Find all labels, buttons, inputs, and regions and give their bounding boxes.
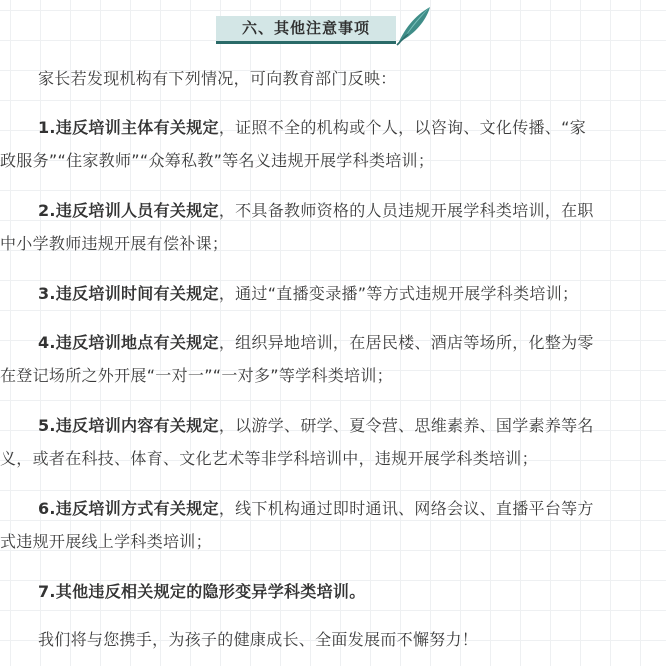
item-6-text-line2: 式违规开展线上学科类培训； xyxy=(0,532,212,551)
item-3-paragraph xyxy=(0,277,666,310)
item-5-text-line1: ，以游学、研学、夏令营、思维素养、国学素养等名 xyxy=(218,416,594,435)
item-1-text-line1: ，证照不全的机构或个人，以咨询、文化传播、“家 xyxy=(218,118,587,137)
item-4-text-line1: ，组织异地培训，在居民楼、酒店等场所，化整为零 xyxy=(218,333,594,352)
item-5-paragraph xyxy=(0,409,666,475)
item-5-heading: 5.违反培训内容有关规定 xyxy=(38,416,219,435)
section-title: 六、其他注意事项 xyxy=(216,16,396,44)
item-4-text-line2: 在登记场所之外开展“一对一”“一对多”等学科类培训； xyxy=(0,366,393,385)
item-1-heading: 1.违反培训主体有关规定 xyxy=(38,118,219,137)
item-5-text-line2: 义，或者在科技、体育、文化艺术等非学科培训中，违规开展学科类培训； xyxy=(0,449,538,468)
item-1-paragraph xyxy=(0,111,666,177)
item-6-heading: 6.违反培训方式有关规定 xyxy=(38,499,219,518)
item-3-text-line1: ，通过“直播变录播”等方式违规开展学科类培训； xyxy=(218,284,579,303)
item-7-heading: 7.其他违反相关规定的隐形变异学科类培训。 xyxy=(38,582,366,601)
item-1-text-line2: 政服务”“住家教师”“众筹私教”等名义违规开展学科类培训； xyxy=(0,151,435,170)
item-4-heading: 4.违反培训地点有关规定 xyxy=(38,333,219,352)
item-2-paragraph xyxy=(0,194,666,260)
item-6-paragraph xyxy=(0,492,666,558)
item-7-paragraph xyxy=(0,575,666,608)
item-2-text-line2: 中小学教师违规开展有偿补课； xyxy=(0,234,229,253)
item-6-text-line1: ，线下机构通过即时通讯、网络会议、直播平台等方 xyxy=(218,499,594,518)
item-4-paragraph xyxy=(0,326,666,392)
quill-pen-icon xyxy=(394,4,434,48)
closing-text: 我们将与您携手，为孩子的健康成长、全面发展而不懈努力！ xyxy=(38,630,479,649)
item-2-heading: 2.违反培训人员有关规定 xyxy=(38,201,219,220)
intro-paragraph xyxy=(0,62,666,95)
section-header xyxy=(216,16,446,48)
item-3-heading: 3.违反培训时间有关规定 xyxy=(38,284,219,303)
item-2-text-line1: ，不具备教师资格的人员违规开展学科类培训，在职 xyxy=(218,201,594,220)
closing-paragraph xyxy=(0,623,666,656)
intro-text: 家长若发现机构有下列情况，可向教育部门反映： xyxy=(38,69,397,88)
